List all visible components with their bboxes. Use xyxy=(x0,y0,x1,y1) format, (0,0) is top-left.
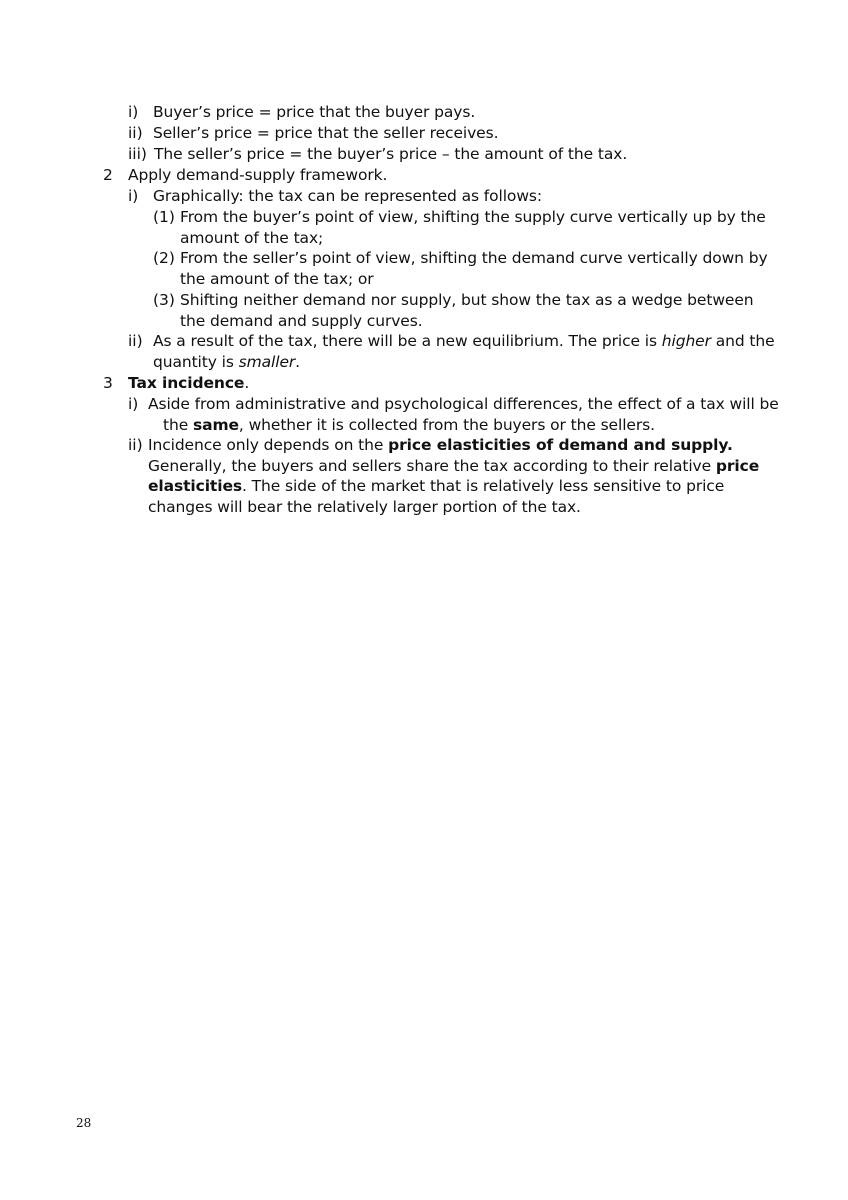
page-number: 28 xyxy=(76,1116,92,1130)
section-heading: Tax incidence. xyxy=(128,374,250,392)
list-marker: (3) xyxy=(153,291,175,309)
list-item-text: the demand and supply curves. xyxy=(180,312,423,330)
list-item-text: From the seller’s point of view, shifting the demand curve vertically down by xyxy=(180,249,768,267)
emphasis-same: same xyxy=(192,416,239,434)
emphasis-elasticities: price elasticities of demand and supply. xyxy=(388,436,733,454)
list-item-text: Graphically: the tax can be represented as follows: xyxy=(153,187,542,205)
list-item-text: Shifting neither demand nor supply, but show the tax as a wedge between xyxy=(180,291,754,309)
list-marker: ii) xyxy=(128,436,143,454)
list-item-text: Aside from administrative and psychological differences, the effect of a tax will be xyxy=(148,395,779,413)
list-marker: i) xyxy=(128,187,139,205)
list-marker: i) xyxy=(128,103,139,121)
list-item-text: Generally, the buyers and sellers share the tax according to their relative price xyxy=(148,457,760,475)
list-item-text: Seller’s price = price that the seller receives. xyxy=(153,124,499,142)
list-item-text: the same, whether it is collected from the buyers or the sellers. xyxy=(163,416,655,434)
list-number: 3 xyxy=(103,374,113,392)
emphasis-smaller: smaller xyxy=(238,353,296,371)
list-item-text: The seller’s price = the buyer’s price – the amount of the tax. xyxy=(154,145,628,163)
list-marker: ii) xyxy=(128,124,143,142)
list-marker: i) xyxy=(128,395,139,413)
list-item-text: From the buyer’s point of view, shifting the supply curve vertically up by the xyxy=(180,208,766,226)
emphasis-higher: higher xyxy=(661,332,711,350)
list-item-text: Incidence only depends on the price elasticities of demand and supply. xyxy=(148,436,733,454)
list-item-text: amount of the tax; xyxy=(180,229,324,247)
list-item-text: the amount of the tax; or xyxy=(180,270,374,288)
list-item-text: As a result of the tax, there will be a new equilibrium. The price is higher and the xyxy=(153,332,775,350)
list-marker: iii) xyxy=(128,145,147,163)
list-item-text: Apply demand-supply framework. xyxy=(128,166,388,184)
list-item-text: changes will bear the relatively larger portion of the tax. xyxy=(148,498,581,516)
list-item-text: quantity is smaller. xyxy=(153,353,300,371)
list-marker: (2) xyxy=(153,249,175,267)
list-marker: (1) xyxy=(153,208,175,226)
list-item-text: elasticities. The side of the market that is relatively less sensitive to price xyxy=(148,477,725,495)
list-marker: ii) xyxy=(128,332,143,350)
list-number: 2 xyxy=(103,166,113,184)
list-item-text: Buyer’s price = price that the buyer pays. xyxy=(153,103,476,121)
